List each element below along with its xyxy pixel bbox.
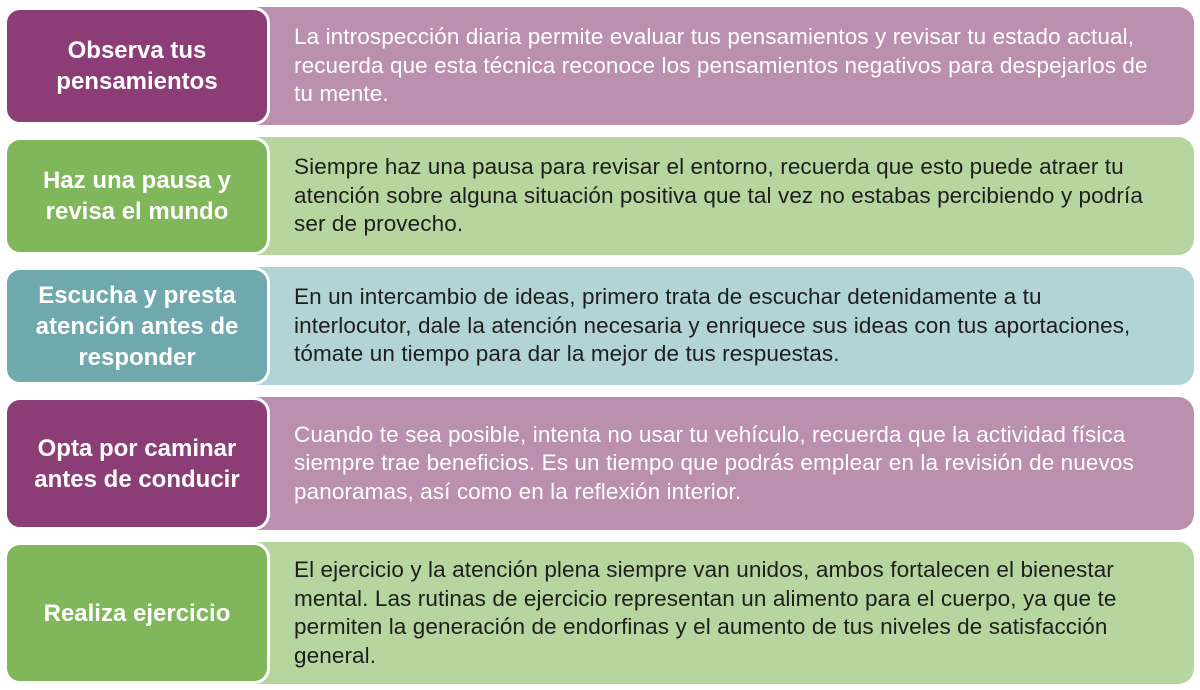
tip-row xyxy=(4,7,1194,125)
tip-title: Opta por caminar antes de conducir xyxy=(34,434,240,493)
tip-title: Escucha y presta atención antes de responder xyxy=(35,281,239,371)
tip-title-box xyxy=(4,397,270,530)
tip-row xyxy=(4,267,1194,385)
tip-description: La introspección diaria permite evaluar tus pensamientos y revisar tu estado actual, recuerda que esta técnica reconoce los pensamientos negativos para despejarlos de tu mente. xyxy=(294,24,1148,107)
tip-title: Haz una pausa y revisa el mundo xyxy=(42,167,232,225)
tip-description: Siempre haz una pausa para revisar el entorno, recuerda que esto puede atraer tu atención sobre alguna situación positiva que tal vez no estabas percibiendo y podría ser de provecho. xyxy=(294,154,1143,237)
tip-row xyxy=(4,137,1194,255)
tip-title-box xyxy=(4,542,270,684)
tip-title-box xyxy=(4,7,270,125)
tip-description: Cuando te sea posible, intenta no usar tu vehículo, recuerda que la actividad física siempre trae beneficios. Es un tiempo que podrás emplear en la revisión de nuevos panoramas, así como en la reflexión interior. xyxy=(294,421,1134,504)
tip-title: Observa tus pensamientos xyxy=(56,37,218,95)
tip-row xyxy=(4,542,1194,684)
tip-title-box xyxy=(4,267,270,385)
tip-row xyxy=(4,397,1194,530)
tip-title: Realiza ejercicio xyxy=(43,599,231,627)
tip-title-box xyxy=(4,137,270,255)
tip-description: El ejercicio y la atención plena siempre van unidos, ambos fortalecen el bienestar mental. Las rutinas de ejercicio representan un alimento para el cuerpo, ya que te permiten la generación de endorfinas y el aumento de tus niveles de satisfacción general. xyxy=(294,557,1117,668)
tip-description: En un intercambio de ideas, primero trata de escuchar detenidamente a tu interlocutor, dale la atención necesaria y enriquece sus ideas con tus aportaciones, tómate un tiempo para dar la mejor de tus respuestas. xyxy=(294,284,1131,367)
